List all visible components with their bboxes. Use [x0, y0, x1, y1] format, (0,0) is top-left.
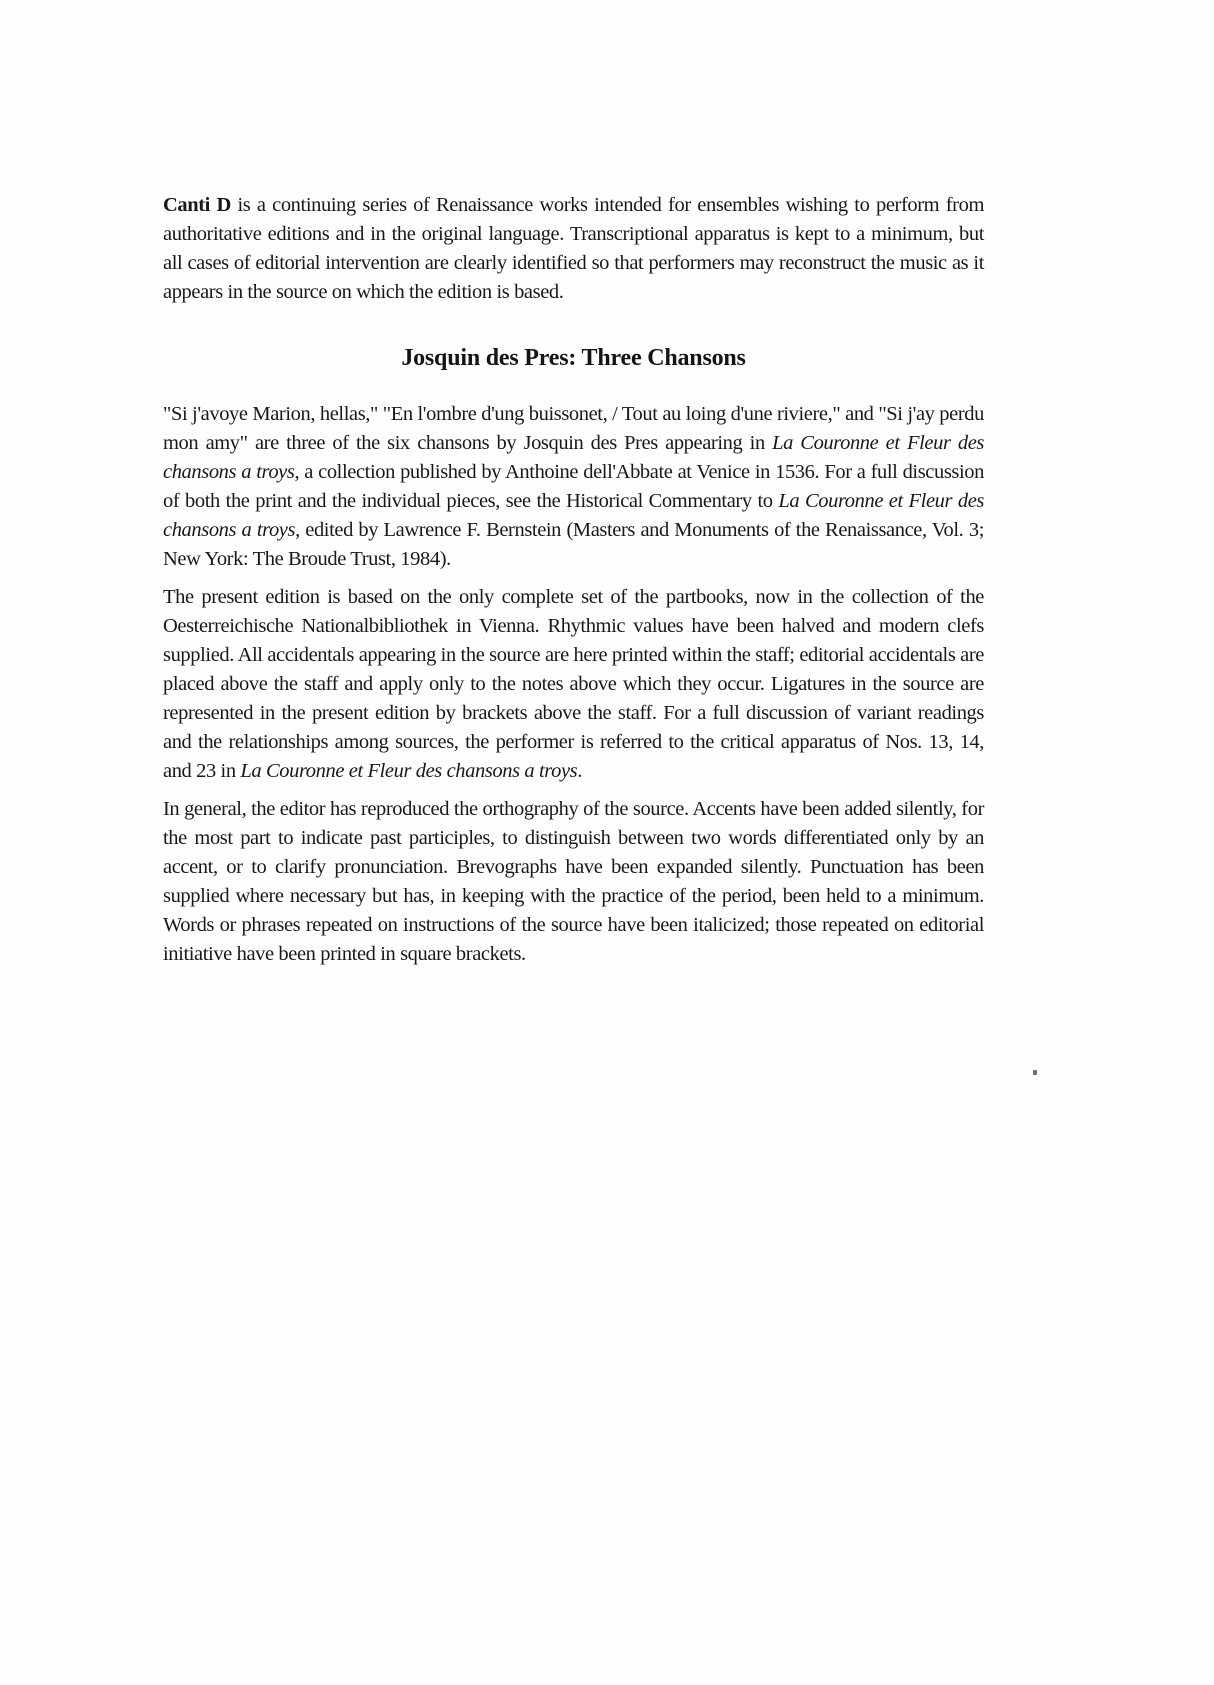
- text-segment: , edited by Lawrence F. Bernstein (Masters and Monuments of the Renaissance, Vol. 3; New York: The Broude Trust, 1984).: [163, 519, 984, 570]
- text-segment: La Couronne et Fleur des chansons a troys: [163, 490, 984, 541]
- paragraph-series-note: [163, 191, 984, 307]
- text-segment: "Si j'avoye Marion, hellas," "En l'ombre d'ung buissonet, / Tout au loing d'une riviere," and "Si j'ay perdu mon amy" are three of the six chansons by Josquin des Pres appearing in: [163, 403, 984, 454]
- text-segment: .: [577, 760, 582, 782]
- paragraph-chansons-overview: [163, 400, 984, 574]
- text-segment: Canti D: [163, 194, 231, 216]
- paragraph-orthography-notes: [163, 795, 984, 969]
- text-segment: , a collection published by Anthoine dell'Abbate at Venice in 1536. For a full discussion of both the print and the individual pieces, see the Historical Commentary to: [163, 461, 984, 512]
- text-segment: The present edition is based on the only complete set of the partbooks, now in the collection of the Oesterreichische Nationalbibliothek in Vienna. Rhythmic values have been halved and modern clefs supplied. All accidentals appearing in the source are here printed within the staff; editorial accidentals are placed above the staff and apply only to the notes above which they occur. Ligatures in the source are represented in the present edition by brackets above the staff. For a full discussion of variant readings and the relationships among sources, the performer is referred to the critical apparatus of Nos. 13, 14, and 23 in: [163, 586, 984, 782]
- text-segment: In general, the editor has reproduced the orthography of the source. Accents have been added silently, for the most part to indicate past participles, to distinguish between two words differentiated only by an accent, or to clarify pronunciation. Brevographs have been expanded silently. Punctuation has been supplied where necessary but has, in keeping with the practice of the period, been held to a minimum. Words or phrases repeated on instructions of the source have been italicized; those repeated on editorial initiative have been printed in square brackets.: [163, 798, 984, 965]
- text-segment: La Couronne et Fleur des chansons a troys: [240, 760, 578, 782]
- section-heading: Josquin des Pres: Three Chansons: [401, 345, 746, 371]
- text-segment: La Couronne et Fleur des chansons a troys: [163, 432, 984, 483]
- scan-speck-artifact: [1033, 1070, 1037, 1075]
- document-text-block: [163, 191, 984, 978]
- text-segment: is a continuing series of Renaissance works intended for ensembles wishing to perform from authoritative editions and in the original language. Transcriptional apparatus is kept to a minimum, but all cases of editorial intervention are clearly identified so that performers may reconstruct the music as it appears in the source on which the edition is based.: [163, 194, 985, 303]
- paragraph-edition-notes: [163, 583, 984, 786]
